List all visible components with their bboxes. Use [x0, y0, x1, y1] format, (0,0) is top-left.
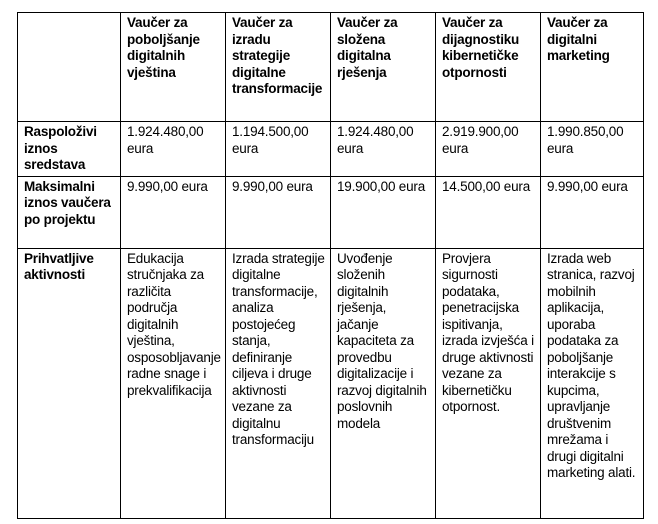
table-cell: 1.990.850,00 eura [541, 122, 644, 177]
table-row-eligible-activities [18, 248, 644, 518]
table-header-row [18, 13, 644, 122]
table-cell: 9.990,00 eura [541, 176, 644, 248]
voucher-table [17, 12, 644, 519]
table-cell: 19.900,00 eura [331, 176, 436, 248]
table-cell: Edukacija stručnjaka za različita područja digitalnih vještina, osposobljavanje radne snage i prekvalifikacija [121, 248, 226, 518]
table-cell: Uvođenje složenih digitalnih rješenja, jačanje kapaciteta za provedbu digitalizacije i razvoj digitalnih poslovnih modela [331, 248, 436, 518]
table-cell: 14.500,00 eura [436, 176, 541, 248]
table-row-max-voucher [18, 176, 644, 248]
table-cell: 1.194.500,00 eura [226, 122, 331, 177]
header-cell-strategy: Vaučer za izradu strategije digitalne transformacije [226, 13, 331, 122]
header-cell-cyber-resilience: Vaučer za dijagnostiku kibernetičke otpornosti [436, 13, 541, 122]
row-label-available-funds: Raspoloživi iznos sredstava [18, 122, 121, 177]
table-cell: Izrada web stranica, razvoj mobilnih aplikacija, uporaba podataka za poboljšanje interakcije s kupcima, upravljanje društvenim mrežama i drugi digitalni marketing alati. [541, 248, 644, 518]
header-cell-digital-marketing: Vaučer za digitalni marketing [541, 13, 644, 122]
table-cell: 9.990,00 eura [121, 176, 226, 248]
table-cell: Provjera sigurnosti podataka, penetracijska ispitivanja, izrada izvješća i druge aktivnosti vezane za kibernetičku otpornost. [436, 248, 541, 518]
corner-cell [18, 13, 121, 122]
header-cell-digital-skills: Vaučer za poboljšanje digitalnih vještina [121, 13, 226, 122]
table-cell: 2.919.900,00 eura [436, 122, 541, 177]
header-cell-complex-solutions: Vaučer za složena digitalna rješenja [331, 13, 436, 122]
row-label-eligible-activities: Prihvatljive aktivnosti [18, 248, 121, 518]
table-row-available-funds [18, 122, 644, 177]
table-cell: Izrada strategije digitalne transformacije, analiza postojećeg stanja, definiranje ciljeva i druge aktivnosti vezane za digitalnu transformaciju [226, 248, 331, 518]
table-cell: 1.924.480,00 eura [121, 122, 226, 177]
table-cell: 9.990,00 eura [226, 176, 331, 248]
table-cell: 1.924.480,00 eura [331, 122, 436, 177]
row-label-max-voucher: Maksimalni iznos vaučera po projektu [18, 176, 121, 248]
